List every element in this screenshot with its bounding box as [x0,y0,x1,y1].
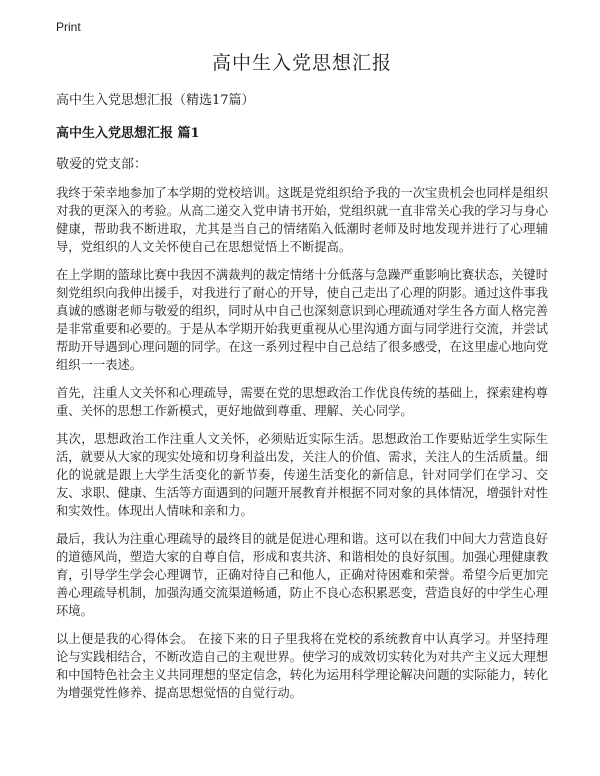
paragraph: 首先，注重人文关怀和心理疏导，需要在党的思想政治工作优良传统的基础上，探索建构尊重、关怀的思想工作新模式，更好地做到尊重、理解、关心同学。 [56,386,548,418]
page-title: 高中生入党思想汇报 [211,52,392,74]
print-link[interactable]: Print [56,20,81,34]
salutation: 敬爱的党支部： [56,157,148,172]
paragraph: 我终于荣幸地参加了本学期的党校培训。这既是党组织给予我的一次宝贵机会也同样是组织对我的更深入的考验。从高二递交入党申请书开始，党组织就一直非常关心我的学习与身心健康，帮助我不断进取，尤其是当自己的情绪陷入低潮时老师及时地发现并进行了心理辅导，党组织的人文关怀使自己在思想觉悟上不断提高。 [56,186,548,254]
paragraph: 在上学期的篮球比赛中我因不满裁判的裁定情绪十分低落与急躁严重影响比赛状态，关键时刻党组织向我伸出援手，对我进行了耐心的开导，使自己走出了心理的阴影。通过这件事我真诚的感谢老师与敬爱的组织，同时从中自己也深刻意识到心理疏通对学生各方面人格完善是非常重要和必要的。于是从本学期开始我更重视从心里沟通方面与同学进行交流，并尝试帮助开导遇到心理问题的同学。在这一系列过程中自己总结了很多感受，在这里虚心地向党组织一一表述。 [56,268,548,372]
document-page [56,48,548,712]
paragraph: 以上便是我的心得体会。 在接下来的日子里我将在党校的系统教育中认真学习。并坚持理论与实践相结合，不断改造自己的主观世界。使学习的成效切实转化为对共产主义远大理想和中国特色社会主义共同理想的坚定信念，转化为运用科学理论解决问题的实际能力，转化为增强党性修养、提高思想觉悟的自觉行动。 [56,632,548,700]
section-heading: 高中生入党思想汇报 篇1 [56,126,200,141]
document-subtitle: 高中生入党思想汇报（精选17篇） [56,93,255,108]
paragraph: 其次，思想政治工作注重人文关怀，必须贴近实际生活。思想政治工作要贴近学生实际生活，就要从大家的现实处境和切身利益出发，关注人的价值、需求，关注人的生活质量。细化的说就是跟上大学生活变化的新节奏，传递生活变化的新信息，针对同学们在学习、交友、求职、健康、生活等方面遇到的问题开展教育并根据不同对象的具体情况，增强针对性和实效性。体现出人情味和亲和力。 [56,432,548,518]
paragraph: 最后，我认为注重心理疏导的最终目的就是促进心理和谐。这可以在我们中间大力营造良好的道德风尚，塑造大家的自尊自信，形成和衷共济、和谐相处的良好氛围。加强心理健康教育，引导学生学会心理调节，正确对待自己和他人，正确对待困难和荣誉。希望今后更加完善心理疏导机制，加强沟通交流渠道畅通，防止不良心态积累恶变，营造良好的中学生心理环境。 [56,532,548,618]
